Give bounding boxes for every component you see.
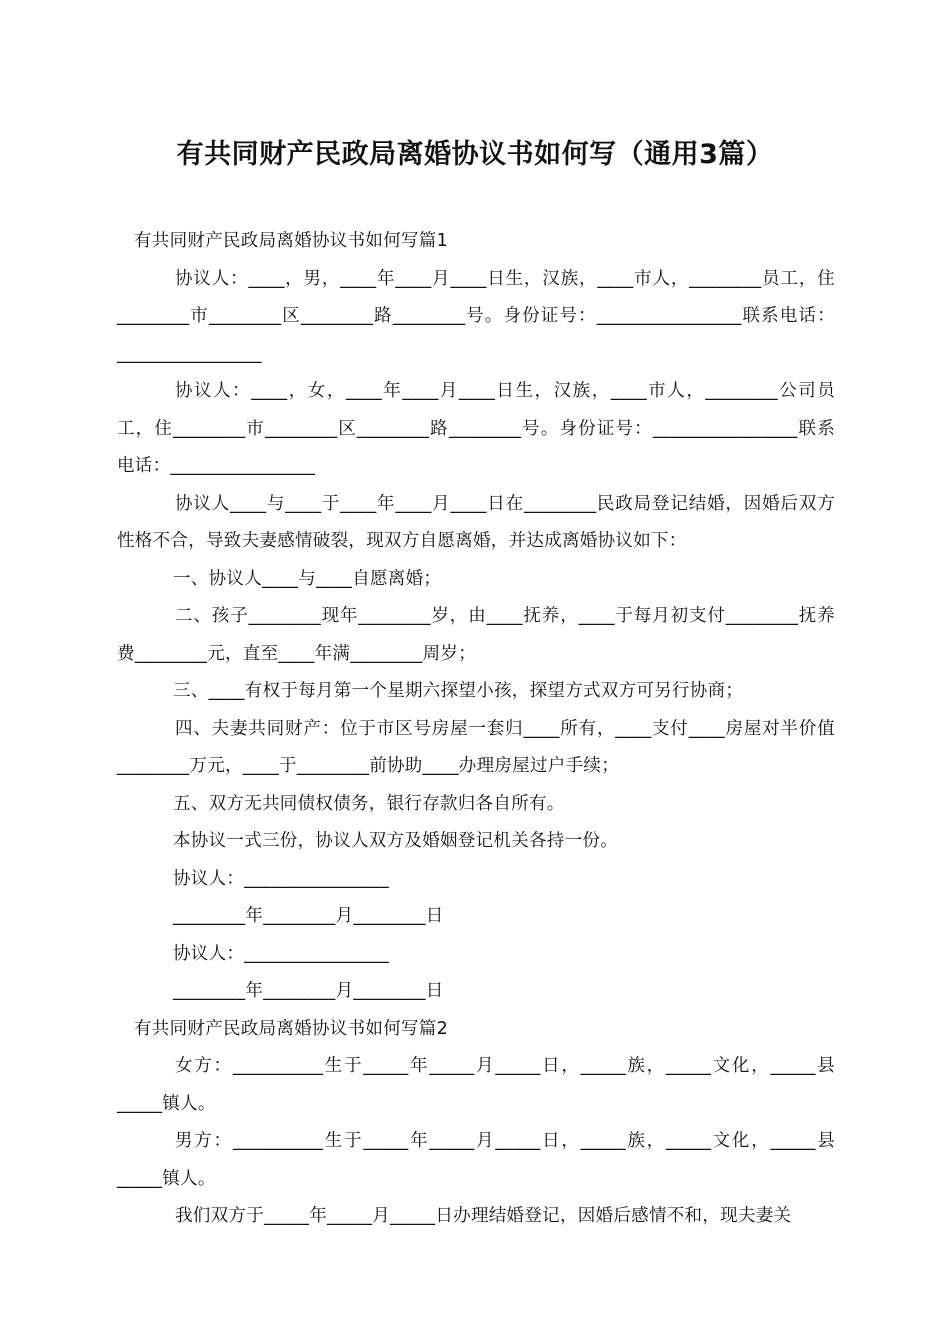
paragraph: 女方：__________生于_____年_____月_____日，_____族，_____文化，_____县_____镇人。 <box>117 1056 835 1114</box>
date-line: ________年________月________日 <box>173 981 444 1001</box>
paragraph: 协议人：____，女，____年____月____日生，汉族，____市人，________公司员工，住________市________区________路________号。身份证号：________________联系电话：________________ <box>117 381 835 476</box>
signature-line: 协议人：________________ <box>173 868 389 889</box>
clause: 三、____有权于每月第一个星期六探望小孩，探望方式双方可另行协商； <box>173 681 744 701</box>
paragraph: 男方：__________生于_____年_____月_____日，_____族，_____文化，_____县_____镇人。 <box>117 1131 835 1189</box>
document-body <box>117 223 835 1236</box>
clause: 一、协议人____与____自愿离婚； <box>173 568 442 589</box>
section-heading: 有共同财产民政局离婚协议书如何写篇2 <box>134 1018 449 1039</box>
paragraph: 协议人____与____于____年____月____日在________民政局登记结婚，因婚后双方性格不合，导致夫妻感情破裂，现双方自愿离婚，并达成离婚协议如下： <box>117 493 835 551</box>
clause: 二、孩子________现年________岁，由____抚养，____于每月初支付________抚养费________元，直至____年满________周岁； <box>117 606 835 664</box>
section-heading: 有共同财产民政局离婚协议书如何写篇1 <box>134 231 449 251</box>
signature-line: 协议人：________________ <box>173 943 389 964</box>
clause: 五、双方无共同债权债务，银行存款归各自所有。 <box>173 793 565 814</box>
paragraph: 我们双方于_____年_____月_____日办理结婚登记，因婚后感情不和，现夫妻关 <box>175 1206 792 1226</box>
date-line: ________年________月________日 <box>173 906 444 926</box>
paragraph: 本协议一式三份，协议人双方及婚姻登记机关各持一份。 <box>173 831 618 851</box>
paragraph: 协议人：____，男，____年____月____日生，汉族，____市人，________员工，住________市________区________路________号。身份证号：________________联系电话：________________ <box>117 268 835 364</box>
clause: 四、夫妻共同财产：位于市区号房屋一套归____所有，____支付____房屋对半价值________万元，____于________前协助____办理房屋过户手续； <box>117 718 835 776</box>
document-title: 有共同财产民政局离婚协议书如何写（通用3篇） <box>176 139 774 170</box>
